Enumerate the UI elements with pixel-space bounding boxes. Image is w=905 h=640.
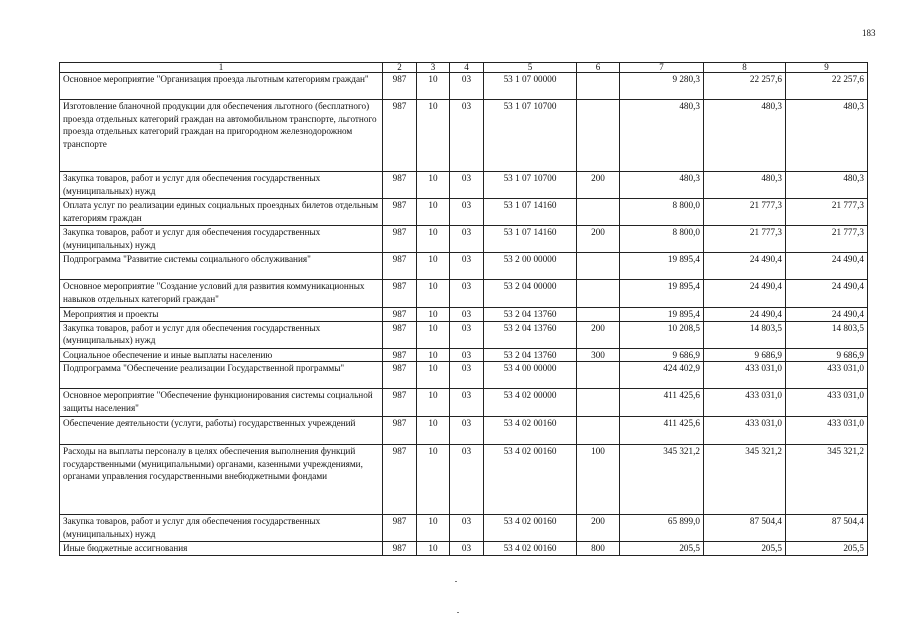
row-subsection-cell: 03 (450, 172, 484, 199)
table-row (60, 199, 868, 226)
header-cell: 8 (704, 63, 786, 73)
row-expense-type-cell (577, 417, 620, 445)
row-amount-cell: 9 686,9 (786, 348, 868, 362)
row-target-article-cell: 53 2 00 00000 (484, 253, 577, 280)
row-section-cell: 10 (417, 445, 450, 515)
budget-table (59, 62, 868, 556)
row-amount-cell: 345 321,2 (786, 445, 868, 515)
row-expense-type-cell (577, 280, 620, 308)
row-amount-cell: 345 321,2 (704, 445, 786, 515)
row-amount-cell: 205,5 (620, 542, 704, 556)
row-name-cell: Основное мероприятие "Обеспечение функционирования системы социальной защиты населения" (60, 389, 383, 417)
row-target-article-cell: 53 4 02 00160 (484, 417, 577, 445)
row-expense-type-cell (577, 362, 620, 389)
row-code-cell: 987 (383, 362, 417, 389)
row-subsection-cell: 03 (450, 280, 484, 308)
row-target-article-cell: 53 2 04 13760 (484, 348, 577, 362)
row-code-cell: 987 (383, 73, 417, 100)
table-row (60, 308, 868, 322)
row-amount-cell: 345 321,2 (620, 445, 704, 515)
row-amount-cell: 8 800,0 (620, 226, 704, 253)
row-amount-cell: 9 686,9 (704, 348, 786, 362)
row-name-cell: Основное мероприятие "Организация проезда льготным категориям граждан" (60, 73, 383, 100)
table-row (60, 348, 868, 362)
row-amount-cell: 24 490,4 (704, 308, 786, 322)
row-expense-type-cell (577, 199, 620, 226)
row-section-cell: 10 (417, 199, 450, 226)
row-amount-cell: 21 777,3 (704, 199, 786, 226)
row-amount-cell: 21 777,3 (786, 226, 868, 253)
row-code-cell: 987 (383, 515, 417, 542)
row-code-cell: 987 (383, 172, 417, 199)
table-row (60, 515, 868, 542)
row-amount-cell: 24 490,4 (786, 308, 868, 322)
table-row (60, 542, 868, 556)
row-section-cell: 10 (417, 348, 450, 362)
row-name-cell: Основное мероприятие "Создание условий для развития коммуникационных навыков отдельных категорий граждан" (60, 280, 383, 308)
table-row (60, 73, 868, 100)
row-subsection-cell: 03 (450, 348, 484, 362)
row-section-cell: 10 (417, 73, 450, 100)
row-amount-cell: 205,5 (704, 542, 786, 556)
row-amount-cell: 24 490,4 (704, 253, 786, 280)
row-amount-cell: 24 490,4 (786, 280, 868, 308)
row-amount-cell: 21 777,3 (786, 199, 868, 226)
row-target-article-cell: 53 1 07 00000 (484, 73, 577, 100)
row-expense-type-cell: 800 (577, 542, 620, 556)
table-row (60, 362, 868, 389)
row-target-article-cell: 53 4 02 00160 (484, 445, 577, 515)
row-section-cell: 10 (417, 172, 450, 199)
row-name-cell: Закупка товаров, работ и услуг для обеспечения государственных (муниципальных) нужд (60, 321, 383, 348)
scan-speck (455, 581, 457, 582)
row-target-article-cell: 53 2 04 13760 (484, 308, 577, 322)
row-amount-cell: 24 490,4 (704, 280, 786, 308)
table-row (60, 100, 868, 172)
row-amount-cell: 87 504,4 (786, 515, 868, 542)
header-cell: 9 (786, 63, 868, 73)
header-cell: 6 (577, 63, 620, 73)
row-section-cell: 10 (417, 417, 450, 445)
row-subsection-cell: 03 (450, 515, 484, 542)
row-amount-cell: 433 031,0 (786, 362, 868, 389)
row-amount-cell: 9 280,3 (620, 73, 704, 100)
row-expense-type-cell: 100 (577, 445, 620, 515)
row-amount-cell: 205,5 (786, 542, 868, 556)
header-cell: 4 (450, 63, 484, 73)
row-subsection-cell: 03 (450, 100, 484, 172)
row-expense-type-cell: 200 (577, 172, 620, 199)
row-amount-cell: 433 031,0 (786, 417, 868, 445)
row-section-cell: 10 (417, 362, 450, 389)
row-amount-cell: 19 895,4 (620, 253, 704, 280)
row-amount-cell: 433 031,0 (704, 417, 786, 445)
row-amount-cell: 22 257,6 (704, 73, 786, 100)
row-amount-cell: 480,3 (704, 100, 786, 172)
row-section-cell: 10 (417, 542, 450, 556)
row-expense-type-cell (577, 308, 620, 322)
row-code-cell: 987 (383, 542, 417, 556)
row-name-cell: Закупка товаров, работ и услуг для обеспечения государственных (муниципальных) нужд (60, 172, 383, 199)
row-amount-cell: 14 803,5 (704, 321, 786, 348)
scan-speck (457, 612, 459, 613)
row-code-cell: 987 (383, 445, 417, 515)
row-amount-cell: 24 490,4 (786, 253, 868, 280)
row-name-cell: Подпрограмма "Развитие системы социального обслуживания" (60, 253, 383, 280)
row-amount-cell: 21 777,3 (704, 226, 786, 253)
row-target-article-cell: 53 2 04 13760 (484, 321, 577, 348)
row-subsection-cell: 03 (450, 417, 484, 445)
page-number: 183 (862, 28, 876, 38)
header-cell: 3 (417, 63, 450, 73)
row-subsection-cell: 03 (450, 226, 484, 253)
table-row (60, 389, 868, 417)
row-section-cell: 10 (417, 253, 450, 280)
row-code-cell: 987 (383, 308, 417, 322)
header-cell: 5 (484, 63, 577, 73)
row-subsection-cell: 03 (450, 321, 484, 348)
row-subsection-cell: 03 (450, 308, 484, 322)
row-amount-cell: 22 257,6 (786, 73, 868, 100)
row-subsection-cell: 03 (450, 542, 484, 556)
row-name-cell: Подпрограмма "Обеспечение реализации Государственной программы" (60, 362, 383, 389)
row-expense-type-cell: 200 (577, 321, 620, 348)
row-section-cell: 10 (417, 308, 450, 322)
row-section-cell: 10 (417, 389, 450, 417)
table-row (60, 172, 868, 199)
row-code-cell: 987 (383, 321, 417, 348)
row-amount-cell: 411 425,6 (620, 389, 704, 417)
row-section-cell: 10 (417, 100, 450, 172)
row-expense-type-cell: 200 (577, 226, 620, 253)
row-amount-cell: 433 031,0 (704, 389, 786, 417)
row-target-article-cell: 53 1 07 10700 (484, 172, 577, 199)
table-row (60, 321, 868, 348)
row-expense-type-cell (577, 389, 620, 417)
row-target-article-cell: 53 1 07 14160 (484, 199, 577, 226)
row-amount-cell: 480,3 (620, 100, 704, 172)
header-row (60, 63, 868, 73)
row-code-cell: 987 (383, 389, 417, 417)
row-name-cell: Расходы на выплаты персоналу в целях обеспечения выполнения функций государственными (муниципальными) органами, казенными учреждениями, органами управления государственными внебюджетными фондами (60, 445, 383, 515)
row-amount-cell: 433 031,0 (704, 362, 786, 389)
row-amount-cell: 65 899,0 (620, 515, 704, 542)
row-name-cell: Обеспечение деятельности (услуги, работы) государственных учреждений (60, 417, 383, 445)
table-row (60, 445, 868, 515)
row-amount-cell: 8 800,0 (620, 199, 704, 226)
row-amount-cell: 10 208,5 (620, 321, 704, 348)
row-name-cell: Закупка товаров, работ и услуг для обеспечения государственных (муниципальных) нужд (60, 515, 383, 542)
row-code-cell: 987 (383, 253, 417, 280)
row-code-cell: 987 (383, 417, 417, 445)
row-expense-type-cell (577, 253, 620, 280)
row-section-cell: 10 (417, 226, 450, 253)
row-subsection-cell: 03 (450, 199, 484, 226)
row-target-article-cell: 53 2 04 00000 (484, 280, 577, 308)
row-code-cell: 987 (383, 199, 417, 226)
header-cell: 2 (383, 63, 417, 73)
row-amount-cell: 19 895,4 (620, 308, 704, 322)
row-target-article-cell: 53 4 02 00000 (484, 389, 577, 417)
row-amount-cell: 14 803,5 (786, 321, 868, 348)
table-row (60, 253, 868, 280)
row-amount-cell: 87 504,4 (704, 515, 786, 542)
row-target-article-cell: 53 4 02 00160 (484, 515, 577, 542)
row-name-cell: Оплата услуг по реализации единых социальных проездных билетов отдельным категориям граждан (60, 199, 383, 226)
row-expense-type-cell: 300 (577, 348, 620, 362)
row-amount-cell: 9 686,9 (620, 348, 704, 362)
row-name-cell: Закупка товаров, работ и услуг для обеспечения государственных (муниципальных) нужд (60, 226, 383, 253)
header-cell: 7 (620, 63, 704, 73)
row-name-cell: Изготовление бланочной продукции для обеспечения льготного (бесплатного) проезда отдельных категорий граждан на автомобильном транспорте, льготного проезда отдельных категорий граждан на пригородном железнодорожном транспорте (60, 100, 383, 172)
row-name-cell: Иные бюджетные ассигнования (60, 542, 383, 556)
row-amount-cell: 480,3 (620, 172, 704, 199)
row-section-cell: 10 (417, 515, 450, 542)
row-amount-cell: 480,3 (786, 100, 868, 172)
table-row (60, 280, 868, 308)
row-amount-cell: 480,3 (704, 172, 786, 199)
row-target-article-cell: 53 4 02 00160 (484, 542, 577, 556)
header-cell: 1 (60, 63, 383, 73)
table-row (60, 226, 868, 253)
row-expense-type-cell (577, 100, 620, 172)
row-subsection-cell: 03 (450, 389, 484, 417)
row-name-cell: Мероприятия и проекты (60, 308, 383, 322)
row-code-cell: 987 (383, 348, 417, 362)
row-code-cell: 987 (383, 226, 417, 253)
row-expense-type-cell: 200 (577, 515, 620, 542)
row-target-article-cell: 53 4 00 00000 (484, 362, 577, 389)
table-row (60, 417, 868, 445)
row-amount-cell: 480,3 (786, 172, 868, 199)
row-subsection-cell: 03 (450, 445, 484, 515)
row-amount-cell: 433 031,0 (786, 389, 868, 417)
row-code-cell: 987 (383, 280, 417, 308)
row-amount-cell: 19 895,4 (620, 280, 704, 308)
row-code-cell: 987 (383, 100, 417, 172)
row-name-cell: Социальное обеспечение и иные выплаты населению (60, 348, 383, 362)
row-subsection-cell: 03 (450, 253, 484, 280)
row-amount-cell: 411 425,6 (620, 417, 704, 445)
row-target-article-cell: 53 1 07 14160 (484, 226, 577, 253)
row-subsection-cell: 03 (450, 73, 484, 100)
row-section-cell: 10 (417, 321, 450, 348)
row-amount-cell: 424 402,9 (620, 362, 704, 389)
row-expense-type-cell (577, 73, 620, 100)
row-subsection-cell: 03 (450, 362, 484, 389)
row-target-article-cell: 53 1 07 10700 (484, 100, 577, 172)
row-section-cell: 10 (417, 280, 450, 308)
